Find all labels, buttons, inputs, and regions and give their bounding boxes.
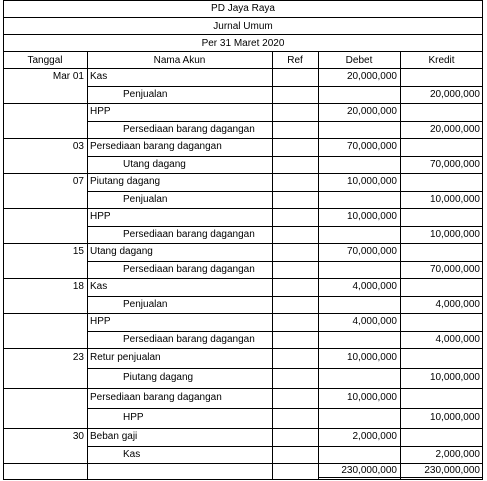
row-debit: 10,000,000 xyxy=(346,176,397,187)
row-debit: 20,000,000 xyxy=(346,71,397,82)
title-rule xyxy=(3,0,483,1)
row-rule xyxy=(87,446,483,447)
row-account: Persediaan barang dagangan xyxy=(123,229,255,240)
row-rule xyxy=(3,428,483,429)
header-rule xyxy=(3,68,483,69)
row-account: Piutang dagang xyxy=(90,176,161,187)
row-rule xyxy=(3,313,483,314)
row-account: Kas xyxy=(90,71,108,82)
row-date: Mar 01 xyxy=(52,71,84,82)
row-account: Beban gaji xyxy=(90,431,138,442)
row-rule xyxy=(87,156,483,157)
row-credit: 2,000,000 xyxy=(435,449,480,460)
row-credit: 4,000,000 xyxy=(435,299,480,310)
row-debit: 70,000,000 xyxy=(346,141,397,152)
row-credit: 10,000,000 xyxy=(429,229,480,240)
row-rule xyxy=(87,226,483,227)
row-account: Utang dagang xyxy=(123,159,186,170)
row-date: 07 xyxy=(72,176,84,187)
row-debit: 20,000,000 xyxy=(346,106,397,117)
row-rule xyxy=(87,191,483,192)
right-border xyxy=(482,0,483,480)
row-rule xyxy=(3,103,483,104)
row-debit: 4,000,000 xyxy=(352,316,397,327)
row-account: Penjualan xyxy=(123,299,168,310)
row-account: Persediaan barang dagangan xyxy=(123,334,255,345)
row-rule xyxy=(3,388,483,389)
row-debit: 70,000,000 xyxy=(346,246,397,257)
row-account: HPP xyxy=(90,316,111,327)
row-rule xyxy=(3,173,483,174)
row-account: Kas xyxy=(90,281,108,292)
row-credit: 20,000,000 xyxy=(429,124,480,135)
row-rule xyxy=(3,348,483,349)
row-rule xyxy=(87,121,483,122)
row-date: 30 xyxy=(72,431,84,442)
row-credit: 4,000,000 xyxy=(435,334,480,345)
row-debit: 10,000,000 xyxy=(346,352,397,363)
row-rule xyxy=(3,463,483,464)
row-rule xyxy=(3,243,483,244)
row-date: 15 xyxy=(72,246,84,257)
left-border xyxy=(3,0,4,480)
row-debit: 2,000,000 xyxy=(352,431,397,442)
title-rule xyxy=(3,34,483,35)
column-header-account: Nama Akun xyxy=(153,55,206,66)
row-credit: 20,000,000 xyxy=(429,89,480,100)
total-credit: 230,000,000 xyxy=(424,465,480,476)
row-account: Persediaan barang dagangan xyxy=(123,124,255,135)
journal-sheet xyxy=(3,0,483,480)
row-rule xyxy=(3,138,483,139)
row-rule xyxy=(87,408,483,409)
row-account: Kas xyxy=(123,449,141,460)
row-rule xyxy=(87,86,483,87)
total-debit: 230,000,000 xyxy=(341,465,397,476)
row-credit: 70,000,000 xyxy=(429,159,480,170)
row-account: Penjualan xyxy=(123,194,168,205)
row-rule xyxy=(87,296,483,297)
bottom-rule xyxy=(3,479,483,480)
row-account: Persediaan barang dagangan xyxy=(90,392,222,403)
column-divider xyxy=(272,51,273,480)
row-credit: 10,000,000 xyxy=(429,194,480,205)
row-date: 23 xyxy=(72,352,84,363)
column-header-date: Tanggal xyxy=(27,55,63,66)
column-divider xyxy=(318,51,319,480)
row-rule xyxy=(87,331,483,332)
row-account: Persediaan barang dagangan xyxy=(123,264,255,275)
row-account: Utang dagang xyxy=(90,246,153,257)
row-account: HPP xyxy=(123,412,144,423)
title-rule xyxy=(3,17,483,18)
column-divider xyxy=(400,51,401,480)
row-rule xyxy=(3,208,483,209)
row-debit: 4,000,000 xyxy=(352,281,397,292)
journal-title: Jurnal Umum xyxy=(213,21,273,32)
column-header-credit: Kredit xyxy=(428,55,455,66)
row-debit: 10,000,000 xyxy=(346,392,397,403)
row-account: HPP xyxy=(90,211,111,222)
row-rule xyxy=(3,278,483,279)
row-date: 18 xyxy=(72,281,84,292)
company-name: PD Jaya Raya xyxy=(211,3,275,14)
column-header-ref: Ref xyxy=(287,55,303,66)
row-date: 03 xyxy=(72,141,84,152)
row-debit: 10,000,000 xyxy=(346,211,397,222)
row-account: Persediaan barang dagangan xyxy=(90,141,222,152)
column-header-debit: Debet xyxy=(345,55,373,66)
row-rule xyxy=(87,368,483,369)
row-account: HPP xyxy=(90,106,111,117)
row-rule xyxy=(87,261,483,262)
row-account: Penjualan xyxy=(123,89,168,100)
row-credit: 10,000,000 xyxy=(429,412,480,423)
column-divider xyxy=(87,51,88,480)
journal-period: Per 31 Maret 2020 xyxy=(201,38,285,49)
title-rule xyxy=(3,51,483,52)
row-credit: 70,000,000 xyxy=(429,264,480,275)
row-account: Piutang dagang xyxy=(123,372,194,383)
row-credit: 10,000,000 xyxy=(429,372,480,383)
row-account: Retur penjualan xyxy=(90,352,161,363)
